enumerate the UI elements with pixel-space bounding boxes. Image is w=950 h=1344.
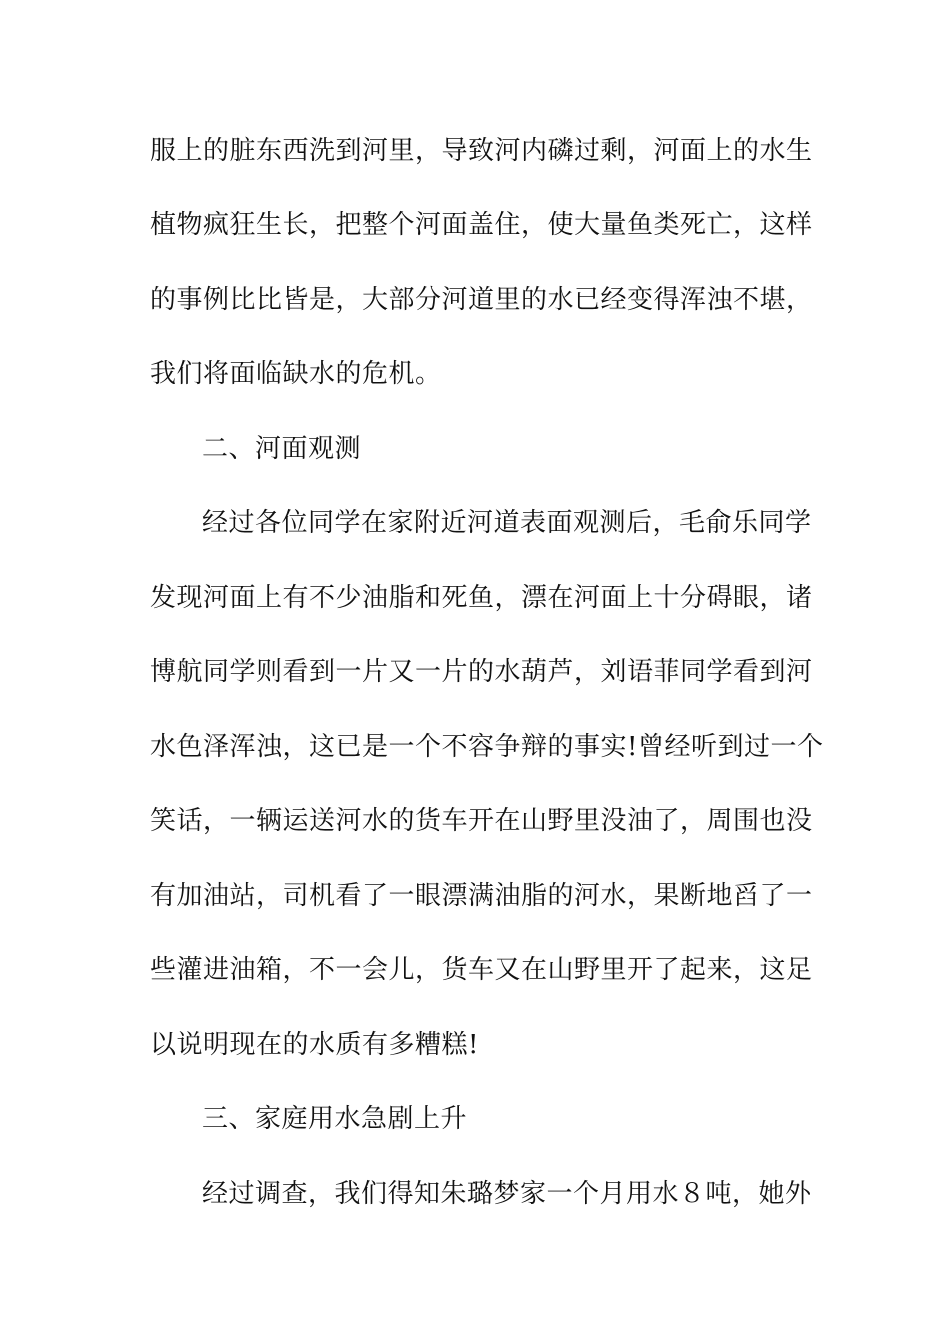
paragraph-line: 博航同学则看到一片又一片的水葫芦，刘语菲同学看到河 — [150, 657, 813, 687]
paragraph-line: 笑话，一辆运送河水的货车开在山野里没油了，周围也没 — [150, 806, 813, 836]
paragraph-line: 发现河面上有不少油脂和死鱼，漂在河面上十分碍眼，诸 — [150, 583, 813, 613]
paragraph-line: 经过各位同学在家附近河道表面观测后，毛俞乐同学 — [202, 508, 812, 538]
paragraph-line: 以说明现在的水质有多糟糕! — [150, 1030, 479, 1060]
paragraph-line: 的事例比比皆是，大部分河道里的水已经变得浑浊不堪， — [150, 285, 813, 315]
paragraph-line: 有加油站，司机看了一眼漂满油脂的河水，果断地舀了一 — [150, 881, 813, 911]
section-heading: 二、河面观测 — [202, 434, 362, 464]
paragraph-line: 我们将面临缺水的危机。 — [150, 359, 442, 389]
paragraph-line: 植物疯狂生长，把整个河面盖住，使大量鱼类死亡，这样 — [150, 210, 813, 240]
paragraph-line: 服上的脏东西洗到河里，导致河内磷过剩，河面上的水生 — [150, 136, 813, 166]
paragraph-line: 水色泽浑浊，这已是一个不容争辩的事实!曾经听到过一个 — [150, 732, 824, 762]
paragraph-line: 些灌进油箱，不一会儿，货车又在山野里开了起来，这足 — [150, 955, 813, 985]
paragraph-line: 经过调查，我们得知朱璐梦家一个月用水８吨，她外 — [202, 1179, 812, 1209]
section-heading: 三、家庭用水急剧上升 — [202, 1104, 468, 1134]
